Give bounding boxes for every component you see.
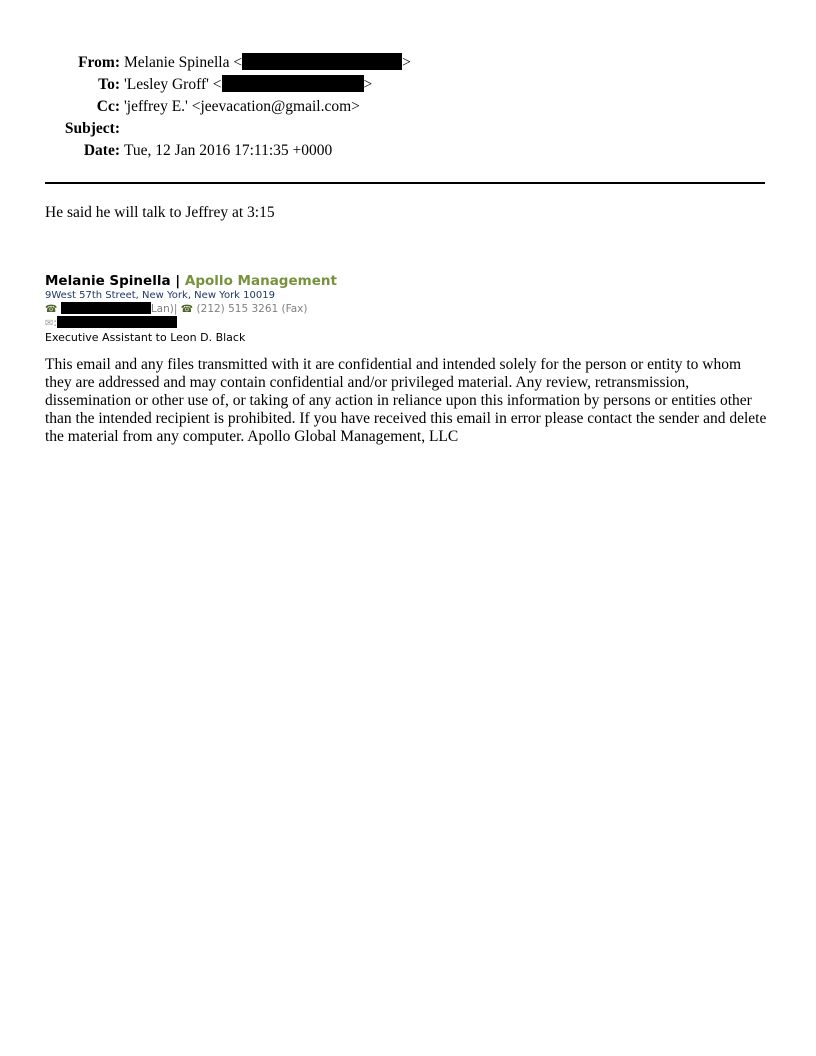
signature-phone-line [45,302,337,316]
to-name: 'Lesley Groff' < [124,76,222,93]
phone-suffix: Lan)| [150,303,178,315]
to-value [124,74,372,96]
from-label: From: [78,54,120,71]
signature-name-line [45,273,337,290]
telephone-icon: ☎ [45,304,58,315]
signature-name: Melanie Spinella [45,273,171,289]
redacted-to-email [222,75,364,92]
header-divider [45,182,765,184]
signature-email-line [45,316,337,330]
envelope-icon: ✉ [45,318,54,329]
date-label: Date: [83,142,120,159]
signature-separator: | [170,273,185,289]
from-name: Melanie Spinella < [124,54,243,71]
fax-telephone-icon: ☎ [180,304,194,315]
subject-label: Subject: [64,120,120,137]
redacted-signature-email [57,316,177,328]
email-signature [45,273,337,345]
to-close: > [363,76,373,93]
from-value [124,52,411,74]
from-close: > [402,54,411,71]
signature-company: Apollo Management [184,273,337,289]
signature-address: 9West 57th Street, New York, New York 10019 [45,290,275,301]
redacted-phone [61,302,151,314]
to-label: To: [98,76,120,93]
signature-title: Executive Assistant to Leon D. Black [45,331,246,344]
confidentiality-disclaimer: This email and any files transmitted with it are confidential and intended solely for the person or entity to whom they are addressed and may contain confidential and/or privileged material. Any review, retransmission, dissemination or other use of, or taking of any action in reliance upon this information by persons or entities other than the intended recipient is prohibited. If you have received this email in error please contact the sender and delete the material from any computer. Apollo Global Management, LLC [45,356,767,445]
message-body: He said he will talk to Jeffrey at 3:15 [45,204,275,221]
cc-value: 'jeffrey E.' <jeevacation@gmail.com> [124,98,360,115]
date-value: Tue, 12 Jan 2016 17:11:35 +0000 [124,142,333,159]
redacted-from-email [242,53,402,70]
email-prefix: : [53,317,57,329]
cc-label: Cc: [96,98,120,115]
signature-fax: (212) 515 3261 (Fax) [196,303,308,315]
